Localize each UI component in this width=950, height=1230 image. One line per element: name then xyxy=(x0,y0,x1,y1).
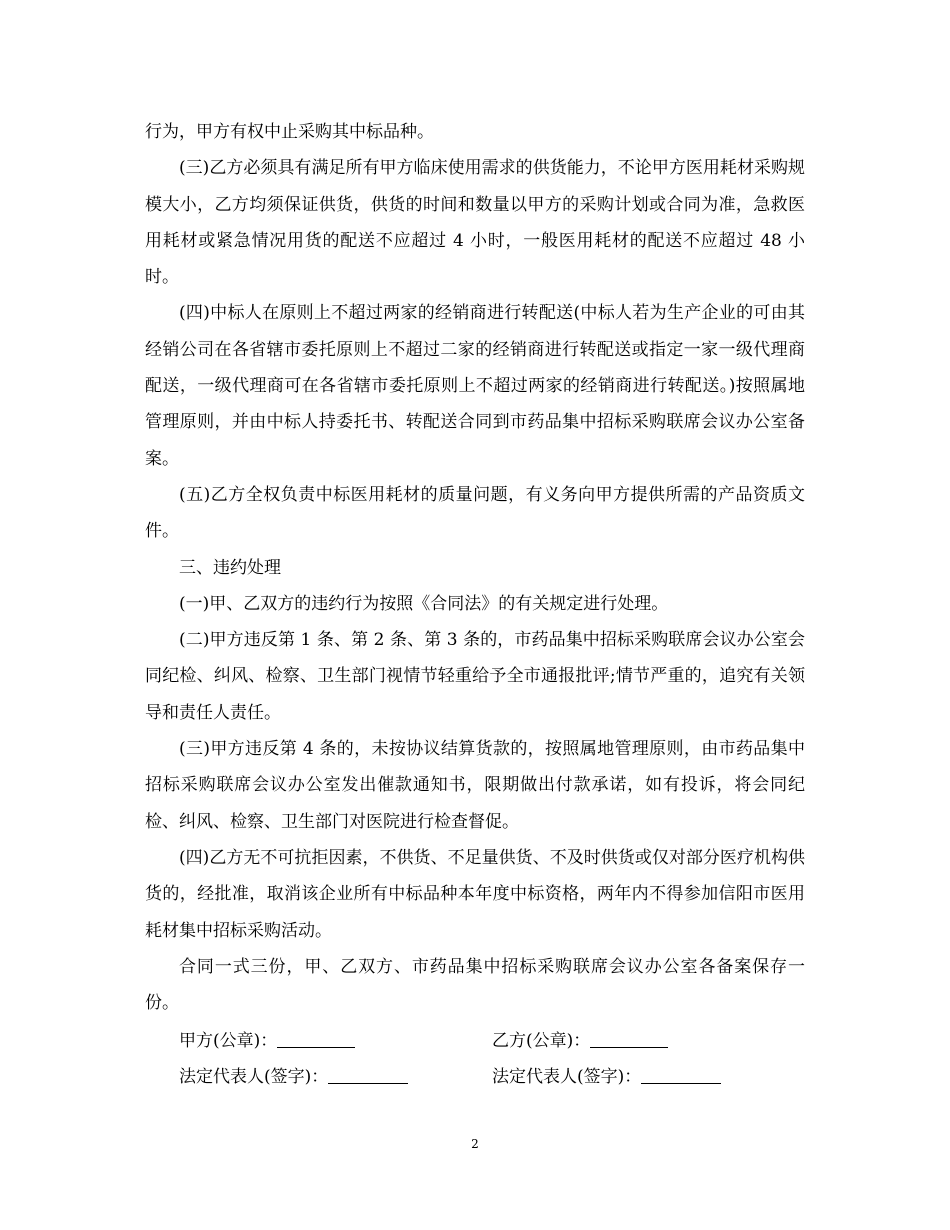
paragraph-breach-3: (三)甲方违反第 4 条的，未按协议结算货款的，按照属地管理原则，由市药品集中招标采购联席会议办公室发出催款通知书，限期做出付款承诺，如有投诉，将会同纪检、纠风、检察、卫生部门对医院进行检查督促。 xyxy=(145,739,805,832)
signature-row-representative xyxy=(145,1059,805,1095)
party-a-seal-blank xyxy=(277,1029,355,1048)
party-a-rep-label: 法定代表人(签字)： xyxy=(179,1067,329,1088)
party-b-rep-label: 法定代表人(签字)： xyxy=(492,1067,642,1088)
party-b-seal xyxy=(492,1023,805,1059)
paragraph-clause-4: (四)中标人在原则上不超过两家的经销商进行转配送(中标人若为生产企业的可由其经销公司在各省辖市委托原则上不超过二家的经销商进行转配送或指定一家一级代理商配送，一级代理商可在各省辖市委托原则上不超过两家的经销商进行转配送。)按照属地管理原则，并由中标人持委托书、转配送合同到市药品集中招标采购联席会议办公室备案。 xyxy=(145,303,805,469)
document-body xyxy=(145,114,805,1095)
party-b-representative xyxy=(492,1059,805,1095)
party-b-rep-blank xyxy=(641,1065,721,1084)
party-b-seal-blank xyxy=(590,1029,668,1048)
party-b-seal-label: 乙方(公章)： xyxy=(492,1031,591,1052)
paragraph-clause-3: (三)乙方必须具有满足所有甲方临床使用需求的供货能力，不论甲方医用耗材采购规模大小，乙方均须保证供货，供货的时间和数量以甲方的采购计划或合同为准，急救医用耗材或紧急情况用货的配送不应超过 4 小时，一般医用耗材的配送不应超过 48 小时。 xyxy=(145,158,805,288)
paragraph-continuation: 行为，甲方有权中止采购其中标品种。 xyxy=(145,122,434,142)
party-a-seal xyxy=(179,1023,492,1059)
party-a-seal-label: 甲方(公章)： xyxy=(179,1031,278,1052)
signature-row-seal xyxy=(145,1023,805,1059)
page-number: 2 xyxy=(471,1137,479,1151)
paragraph-clause-5: (五)乙方全权负责中标医用耗材的质量问题，有义务向甲方提供所需的产品资质文件。 xyxy=(145,484,805,542)
paragraph-breach-1: (一)甲、乙双方的违约行为按照《合同法》的有关规定进行处理。 xyxy=(179,593,669,614)
paragraph-breach-2: (二)甲方违反第 1 条、第 2 条、第 3 条的，市药品集中招标采购联席会议办公室会同纪检、纠风、检察、卫生部门视情节轻重给予全市通报批评;情节严重的，追究有关领导和责任人责任。 xyxy=(145,630,805,723)
paragraph-copies: 合同一式三份，甲、乙双方、市药品集中招标采购联席会议办公室各备案保存一份。 xyxy=(145,956,805,1014)
party-a-rep-blank xyxy=(328,1065,408,1084)
section-heading-breach: 三、违约处理 xyxy=(179,557,281,578)
paragraph-breach-4: (四)乙方无不可抗拒因素，不供货、不足量供货、不及时供货或仅对部分医疗机构供货的，经批准，取消该企业所有中标品种本年度中标资格，两年内不得参加信阳市医用耗材集中招标采购活动。 xyxy=(145,847,805,941)
party-a-representative xyxy=(179,1059,492,1095)
